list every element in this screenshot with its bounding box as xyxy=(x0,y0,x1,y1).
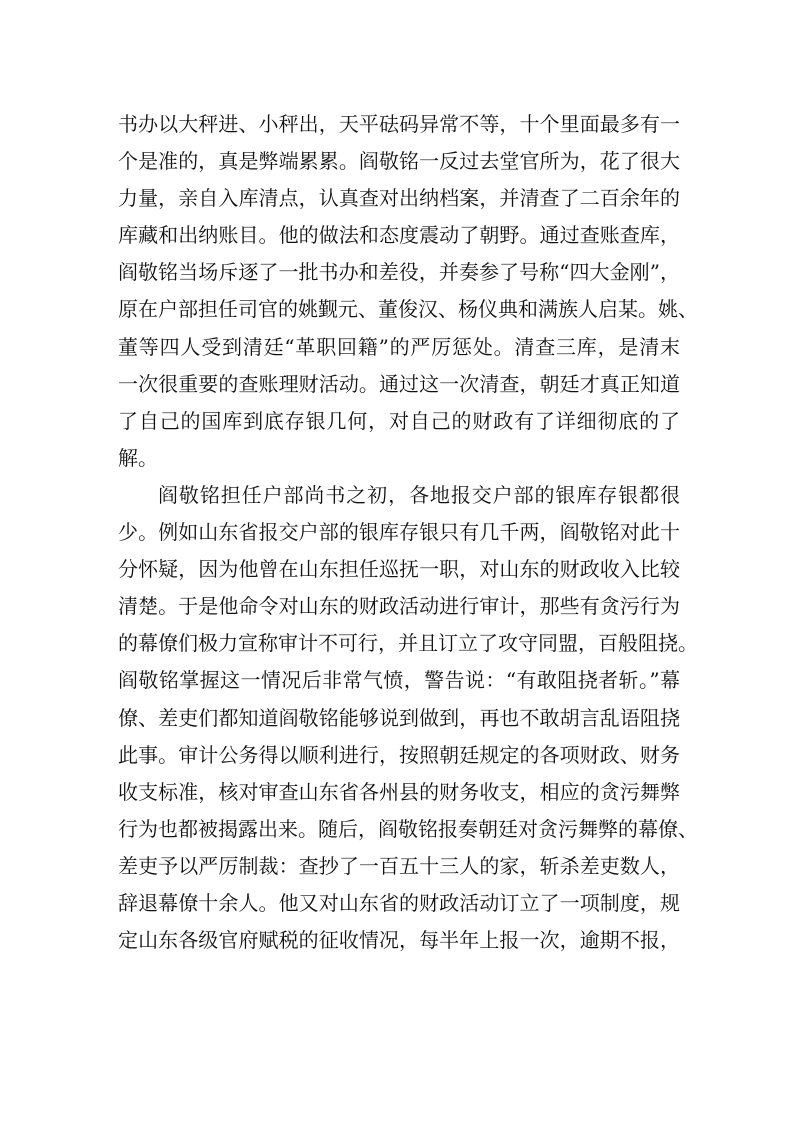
text-line: 收支标准，核对审查山东省各州县的财务收支，相应的贪污舞弊 xyxy=(118,779,680,804)
text-line: 了自己的国库到底存银几何，对自己的财政有了详细彻底的了 xyxy=(118,408,680,433)
text-line: 董等四人受到清廷“革职回籍”的严厉惩处。清查三库，是清末 xyxy=(118,334,680,359)
text-line: 一次很重要的查账理财活动。通过这一次清查，朝廷才真正知道 xyxy=(118,371,680,396)
text-line: 定山东各级官府赋税的征收情况，每半年上报一次，逾期不报， xyxy=(118,928,680,953)
body-text xyxy=(118,106,698,959)
text-line: 辞退幕僚十余人。他又对山东省的财政活动订立了一项制度，规 xyxy=(118,890,680,915)
text-line: 阎敬铭掌握这一情况后非常气愤，警告说：“有敢阻挠者斩。”幕 xyxy=(118,668,680,693)
text-line: 原在户部担任司官的姚觐元、董俊汉、杨仪典和满族人启某。姚、 xyxy=(118,297,698,322)
text-line: 解。 xyxy=(118,445,158,470)
text-line: 少。例如山东省报交户部的银库存银只有几千两，阎敬铭对此十 xyxy=(118,520,680,545)
text-line: 差吏予以严厉制裁：查抄了一百五十三人的家，斩杀差吏数人， xyxy=(118,853,680,878)
text-line: 库藏和出纳账目。他的做法和态度震动了朝野。通过查账查库， xyxy=(118,223,680,248)
paragraph-1 xyxy=(118,106,698,477)
text-line: 个是准的，真是弊端累累。阎敬铭一反过去堂官所为，花了很大 xyxy=(118,149,680,174)
text-line: 书办以大秤进、小秤出，天平砝码异常不等，十个里面最多有一 xyxy=(118,112,680,136)
text-line: 清楚。于是他命令对山东的财政活动进行审计，那些有贪污行为 xyxy=(118,594,680,619)
text-line: 的幕僚们极力宣称审计不可行，并且订立了攻守同盟，百般阻挠。 xyxy=(118,631,698,656)
text-line: 分怀疑，因为他曾在山东担任巡抚一职，对山东的财政收入比较 xyxy=(118,557,680,582)
text-line: 此事。审计公务得以顺利进行，按照朝廷规定的各项财政、财务 xyxy=(118,742,680,767)
text-line: 阎敬铭担任户部尚书之初，各地报交户部的银库存银都很 xyxy=(158,482,680,507)
paragraph-2 xyxy=(118,477,698,959)
text-line: 阎敬铭当场斥逐了一批书办和差役，并奏参了号称“四大金刚”， xyxy=(118,260,680,285)
text-line: 力量，亲自入库清点，认真查对出纳档案，并清查了二百余年的 xyxy=(118,186,680,211)
text-line: 僚、差吏们都知道阎敬铭能够说到做到，再也不敢胡言乱语阻挠 xyxy=(118,705,680,730)
text-line: 行为也都被揭露出来。随后，阎敬铭报奏朝廷对贪污舞弊的幕僚、 xyxy=(118,816,698,841)
